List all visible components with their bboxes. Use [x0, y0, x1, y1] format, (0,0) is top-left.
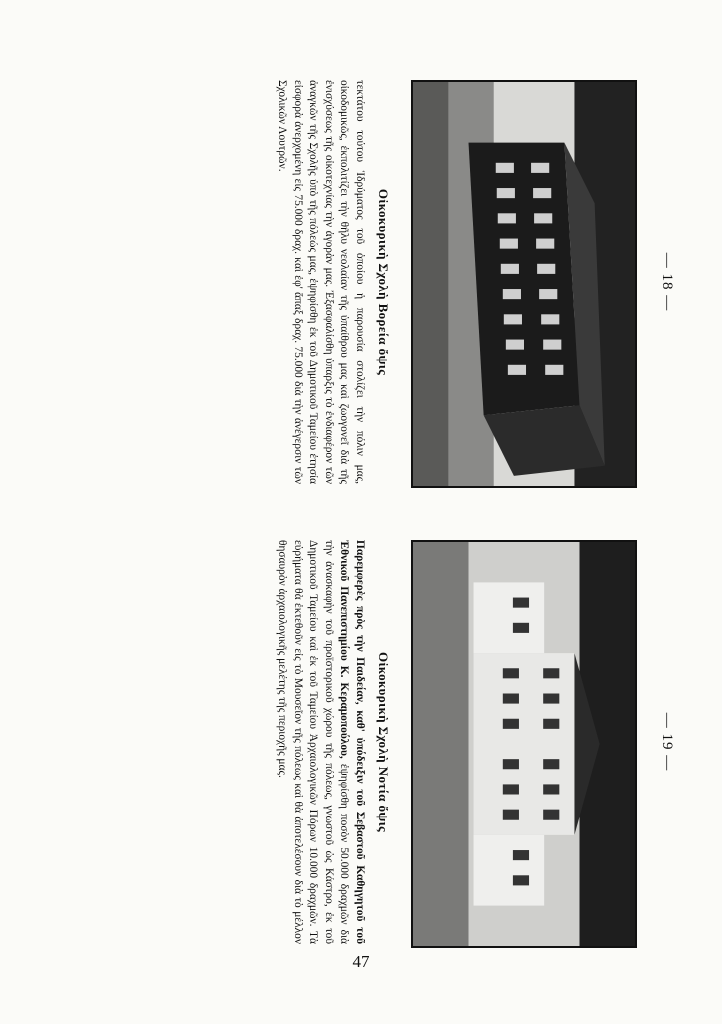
photo-caption: Οἰκοκυρικὴ Σχολὴ Νοτία ὄψις [376, 651, 391, 833]
school-south-view-photo [411, 540, 637, 948]
folio-number: 47 [352, 952, 370, 971]
body-text [273, 540, 367, 944]
body-text: τεκτάτου τούτου Ἱδρύματος τοῦ ὁποίου ἡ παρουσία στολίζει τὴν πόλιν μας, οἰκοδομικῶς, ἐκπολιτίζει τὴν θῆλυ νεολαίαν τῆς ὑπαίθρου μας καὶ ζωογονεῖ διὰ τῆς ἐνισχύσεως τῆς οἰκοτεχνίας τὴν ἀγορὰν μας. Ἐξασφαλίσθη ὑπαρξις τὸ ἐνδιαφέρον τῶν ἀναγκῶν τῆς Σχολῆς ὑπὸ τῆς πόλεώς μας, ἐψηφίσθη ἐκ τοῦ Δημοτικοῦ Ταμείου ἐτησία εἰσφορὰ ἀνερχομένη εἰς 75.000 δραχ. καὶ ἐφ' ἅπαξ δραχ. 75.000 διὰ τὴν ἀνέγερσιν τῶν Σχολικῶν Λουτρῶν. [276, 80, 366, 484]
body-text-regular: ἐψηφίσθη ποσὸν 50.000 δραχμῶν διὰ τὴν ἀνασκαφὴν τοῦ προϊστορικοῦ χώρου τῆς πόλεως, γνωστοῦ ὡς Κάστρο, ἐκ τοῦ Δημοτικοῦ Ταμείου καὶ ἐκ τοῦ Ταμείου Ἀρχαιολογικῶν Πόρων 10.000 δραχμῶν. Τὰ εὑρήματα θὰ ἐκτεθοῦν εἰς τὸ Μουσεῖον τῆς πόλεως καὶ θὰ ἀποτελέσουν διὰ τὸ μέλλον θησαυρὸν ἀρχαιολογικῆς μελέτης τῆς περιοχῆς μας. [276, 540, 351, 944]
page-18 [41, 62, 681, 502]
body-text-bold: Παρεμφερὲς πρὸς τὴν Παιδείαν, καθ' ὑπόδειξιν τοῦ Σεβαστοῦ Καθηγητοῦ τοῦ Ἐθνικοῦ Πανεπιστημίου Κ. Κεραμοπούλου, [338, 540, 366, 944]
photo-caption: Οἰκοκυρικὴ Σχολὴ Βορεία ὄψις [376, 188, 391, 376]
page-number: — 19 — [659, 712, 675, 772]
school-north-view-photo [411, 80, 637, 488]
book-spread [41, 62, 681, 962]
page-19 [41, 522, 681, 962]
page-number: — 18 — [659, 252, 675, 312]
